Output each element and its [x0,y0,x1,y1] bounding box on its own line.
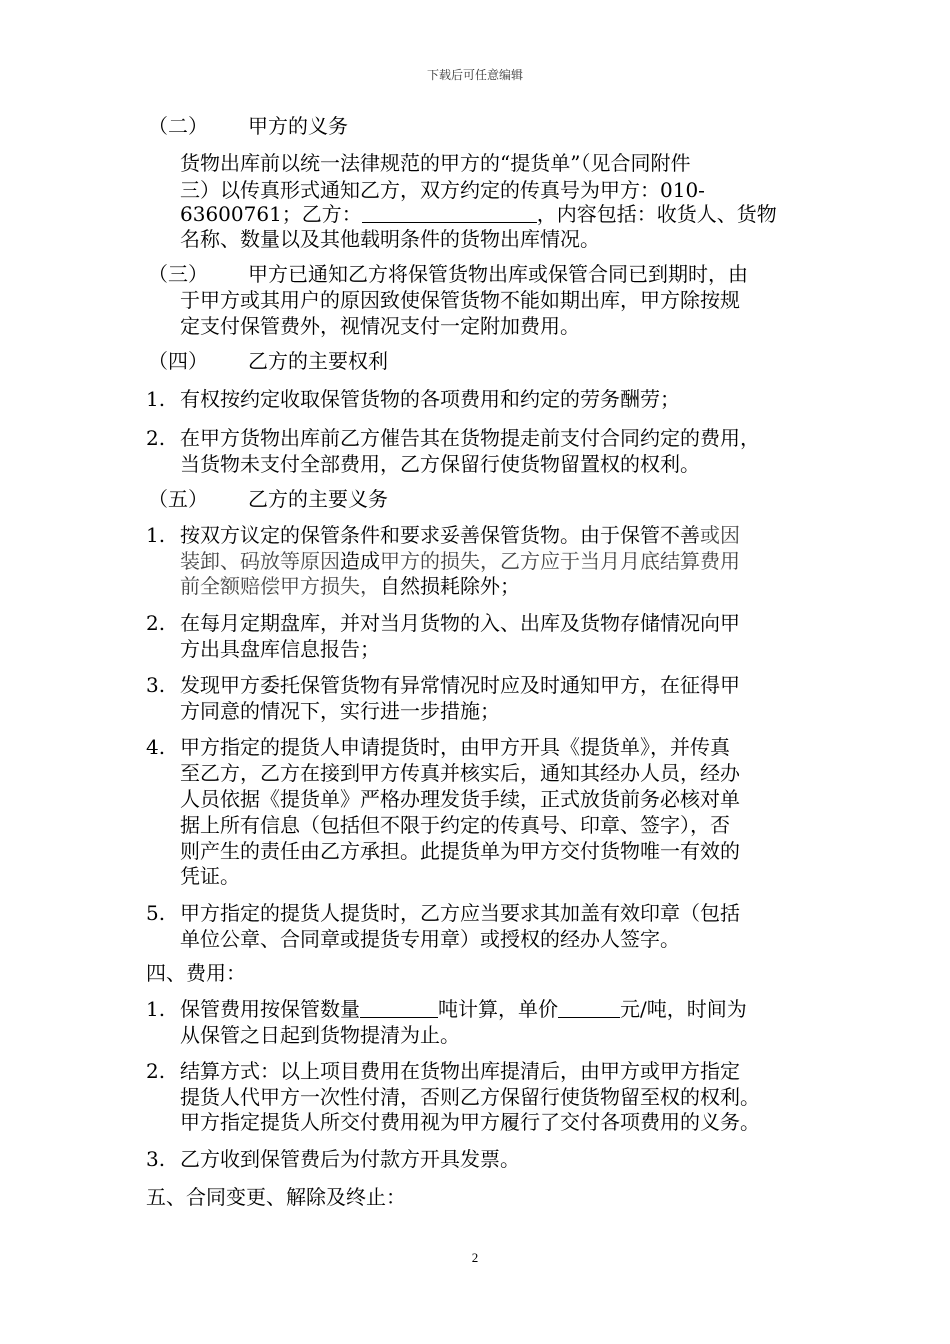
sec5-item-4-line-6: 凭证。 [180,864,240,888]
sec5-item-3-num: 3. [146,673,166,697]
sec5-item-5-num: 5. [146,901,166,925]
sec5-item-1-line-1a: 按双方议定的保管条件和要求妥善保管货物。由于保管不善 [180,523,700,547]
fees-item-3-num: 3. [146,1147,166,1171]
sec4-title: 乙方的主要权利 [248,349,388,373]
fees-item-2-line-1: 结算方式：以上项目费用在货物出库提清后，由甲方或甲方指定 [180,1059,740,1083]
sec2-line-2: 三）以传真形式通知乙方，双方约定的传真号为甲方：010- [180,178,705,202]
sec5-item-3-line-1: 发现甲方委托保管货物有异常情况时应及时通知甲方，在征得甲 [180,673,740,697]
page-number: 2 [471,1250,479,1265]
page-header: 下载后可任意编辑 [426,68,523,82]
sec5-item-1-line-3 [180,573,520,599]
sec5-item-4-num: 4. [146,735,166,759]
sec2-line-3b: ，内容包括：收货人、货物 [536,202,777,226]
fees-item-1-num: 1. [146,997,166,1021]
change-title: 五、合同变更、解除及终止： [146,1185,406,1209]
sec5-item-1-line-3b: 自然损耗除外； [380,574,520,598]
sec5-item-5-line-1: 甲方指定的提货人提货时，乙方应当要求其加盖有效印章（包括 [180,901,740,925]
fees-item-1-line-1c: 元/吨，时间为 [620,997,747,1021]
sec4-label: （四） [148,349,208,373]
sec5-item-2-num: 2. [146,611,166,635]
sec5-item-4-line-1: 甲方指定的提货人申请提货时，由甲方开具《提货单》，并传真 [180,735,730,759]
sec3-line-1: 甲方已通知乙方将保管货物出库或保管合同已到期时，由 [248,262,748,286]
sec5-item-1-line-3a: 前全额赔偿甲方损失， [180,574,380,598]
sec5-item-1-line-2 [180,548,740,574]
sec5-item-2-line-2: 方出具盘库信息报告； [180,637,380,661]
sec5-item-4-line-5: 则产生的责任由乙方承担。此提货单为甲方交付货物唯一有效的 [180,839,740,863]
sec5-item-2-line-1: 在每月定期盘库，并对当月货物的入、出库及货物存储情况向甲 [180,611,740,635]
sec3-line-2: 于甲方或其用户的原因致使保管货物不能如期出库，甲方除按规 [180,288,740,312]
blank-unit-price-field [558,997,620,1018]
sec5-item-1-num: 1. [146,523,166,547]
fees-item-1-line-1b: 吨计算，单价 [438,997,558,1021]
fees-title: 四、费用： [146,961,246,985]
sec5-title: 乙方的主要义务 [248,487,388,511]
blank-quantity-field [360,997,438,1018]
sec2-line-3a: 63600761；乙方： [180,202,362,226]
fees-item-1-line-1a: 保管费用按保管数量 [180,997,360,1021]
sec4-item-2-line-2: 当货物未支付全部费用，乙方保留行使货物留置权的权利。 [180,452,700,476]
sec2-label: （二） [148,114,208,138]
blank-fax-field [362,202,537,223]
sec5-item-4-line-3: 人员依据《提货单》严格办理发货手续，正式放货前务必核对单 [180,787,740,811]
sec4-item-2-line-1: 在甲方货物出库前乙方催告其在货物提走前支付合同约定的费用， [180,426,760,450]
sec4-item-1-num: 1. [146,387,166,411]
fees-item-1-line-1 [180,996,747,1022]
sec5-item-1-line-2c: 甲方的损失，乙方应于当月月底结算费用 [380,549,740,573]
sec5-item-5-line-2: 单位公章、合同章或提货专用章）或授权的经办人签字。 [180,927,680,951]
sec2-line-3 [180,201,777,227]
sec2-line-4: 名称、数量以及其他载明条件的货物出库情况。 [180,227,600,251]
fees-item-2-num: 2. [146,1059,166,1083]
sec5-item-4-line-2: 至乙方，乙方在接到甲方传真并核实后，通知其经办人员，经办 [180,761,740,785]
fees-item-2-line-3: 甲方指定提货人所交付费用视为甲方履行了交付各项费用的义务。 [180,1110,760,1134]
sec5-item-1-line-1 [180,522,740,548]
sec4-item-1-line-1: 有权按约定收取保管货物的各项费用和约定的劳务酬劳； [180,387,680,411]
sec5-item-1-line-2b: 造成 [340,549,380,573]
sec5-item-4-line-4: 据上所有信息（包括但不限于约定的传真号、印章、签字），否 [180,813,730,837]
sec4-item-2-num: 2. [146,426,166,450]
fees-item-1-line-2: 从保管之日起到货物提清为止。 [180,1023,460,1047]
sec5-label: （五） [148,487,208,511]
sec2-line-1: 货物出库前以统一法律规范的甲方的“提货单”（见合同附件 [180,151,691,175]
sec3-line-3: 定支付保管费外，视情况支付一定附加费用。 [180,314,580,338]
sec2-title: 甲方的义务 [248,114,348,138]
sec5-item-1-line-2a: 装卸、码放等原因 [180,549,340,573]
sec3-label: （三） [148,262,208,286]
sec5-item-3-line-2: 方同意的情况下，实行进一步措施； [180,699,500,723]
sec5-item-1-line-1b: 或因 [700,523,740,547]
fees-item-2-line-2: 提货人代甲方一次性付清，否则乙方保留行使货物留至权的权利。 [180,1085,760,1109]
fees-item-3-line-1: 乙方收到保管费后为付款方开具发票。 [180,1147,520,1171]
